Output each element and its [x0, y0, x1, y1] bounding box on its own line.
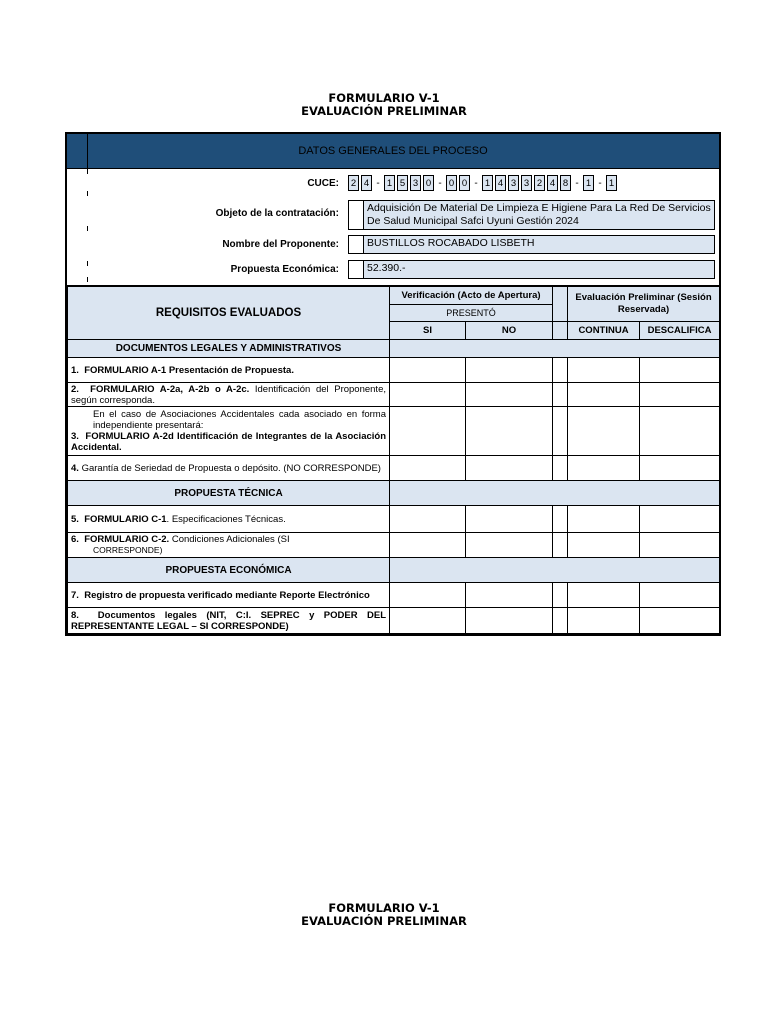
- propuesta-label: Propuesta Económica:: [230, 264, 339, 275]
- cuce-digit: 3: [521, 175, 532, 191]
- cuce-digit: 0: [459, 175, 470, 191]
- cuce-separator: -: [438, 177, 442, 189]
- requisitos-header: REQUISITOS EVALUADOS: [68, 287, 390, 340]
- section-legales: DOCUMENTOS LEGALES Y ADMINISTRATIVOS: [68, 340, 390, 358]
- item-number: 3.: [71, 431, 79, 442]
- cuce-separator: -: [598, 177, 602, 189]
- header-divider: [87, 134, 88, 168]
- spacer-cell: [553, 383, 568, 407]
- item-text: . Especificaciones Técnicas.: [166, 513, 286, 525]
- continua-cell[interactable]: [568, 358, 640, 383]
- margin-tick: [87, 226, 88, 231]
- si-cell[interactable]: [390, 456, 466, 481]
- descalifica-cell[interactable]: [640, 608, 720, 634]
- cuce-digit: 5: [397, 175, 408, 191]
- item-bold: FORMULARIO A-2a, A-2b o A-2c.: [90, 383, 250, 395]
- no-cell[interactable]: [466, 456, 553, 481]
- requirement-8: [68, 608, 390, 634]
- spacer-cell: [553, 506, 568, 533]
- cuce-separator: -: [376, 177, 380, 189]
- cuce-digit: 2: [348, 175, 359, 191]
- no-cell[interactable]: [466, 608, 553, 634]
- spacer-cell: [553, 608, 568, 634]
- no-cell[interactable]: [466, 533, 553, 558]
- presento-header: PRESENTÓ: [390, 305, 553, 322]
- item-number: 8.: [71, 609, 79, 621]
- continua-cell[interactable]: [568, 506, 640, 533]
- section-fill: [390, 481, 720, 506]
- margin-tick: [87, 277, 88, 282]
- cuce-digit: 1: [384, 175, 395, 191]
- form-title: [0, 92, 768, 118]
- descalifica-cell[interactable]: [640, 456, 720, 481]
- requirement-5: [68, 506, 390, 533]
- item-small-text: CORRESPONDE): [93, 545, 163, 555]
- proponente-label: Nombre del Proponente:: [222, 239, 339, 250]
- spacer-cell: [553, 287, 568, 322]
- cuce-digit: 3: [508, 175, 519, 191]
- descalifica-cell[interactable]: [640, 383, 720, 407]
- no-header: NO: [466, 322, 553, 340]
- item-bold: Registro de propuesta verificado mediante Reporte Electrónico: [84, 589, 370, 601]
- cuce-digit: 4: [547, 175, 558, 191]
- objeto-label: Objeto de la contratación:: [215, 208, 339, 219]
- no-cell[interactable]: [466, 358, 553, 383]
- descalifica-header: DESCALIFICA: [640, 322, 720, 340]
- item-bold: FORMULARIO C-1: [84, 513, 167, 525]
- si-cell[interactable]: [390, 383, 466, 407]
- cuce-label: CUCE:: [307, 178, 339, 189]
- si-cell[interactable]: [390, 506, 466, 533]
- spacer-cell: [553, 533, 568, 558]
- item-text: Garantía de Seriedad de Propuesta o depósito. (NO CORRESPONDE): [81, 462, 381, 474]
- continua-cell[interactable]: [568, 383, 640, 407]
- cuce-digit: 0: [446, 175, 457, 191]
- item-number: 4.: [71, 462, 79, 474]
- spacer-cell: [553, 583, 568, 608]
- continua-header: CONTINUA: [568, 322, 640, 340]
- form-title-line1: FORMULARIO V-1: [328, 91, 440, 105]
- descalifica-cell[interactable]: [640, 358, 720, 383]
- section-economica: PROPUESTA ECONÓMICA: [68, 558, 390, 583]
- spacer-cell: [553, 322, 568, 340]
- requirement-6: [68, 533, 390, 558]
- requirement-2: [68, 383, 390, 407]
- cuce-separator: -: [575, 177, 579, 189]
- requirement-1: [68, 358, 390, 383]
- item-bold: Documentos legales (NIT, C:I. SEPREC y PODER DEL REPRESENTANTE LEGAL – SI CORRESPONDE): [71, 609, 387, 632]
- item-number: 5.: [71, 513, 79, 525]
- proponente-field-prefix: [349, 236, 364, 253]
- requirement-3: [68, 407, 390, 456]
- cuce-digit: 4: [495, 175, 506, 191]
- item-number: 7.: [71, 589, 79, 601]
- continua-cell[interactable]: [568, 533, 640, 558]
- no-cell[interactable]: [466, 506, 553, 533]
- cuce-digit: 1: [606, 175, 617, 191]
- item-number: 1.: [71, 364, 79, 376]
- continua-cell[interactable]: [568, 608, 640, 634]
- item-text: Condiciones Adicionales (SI: [169, 534, 290, 545]
- descalifica-cell[interactable]: [640, 506, 720, 533]
- form-title-line2: EVALUACIÓN PRELIMINAR: [301, 104, 467, 118]
- descalifica-cell[interactable]: [640, 533, 720, 558]
- si-cell[interactable]: [390, 583, 466, 608]
- general-data-title: DATOS GENERALES DEL PROCESO: [298, 145, 488, 157]
- item-3-preamble: En el caso de Asociaciones Accidentales cada asociado en forma independiente presentará:: [93, 409, 386, 431]
- section-fill: [390, 340, 720, 358]
- spacer-cell: [553, 456, 568, 481]
- evaluacion-header: Evaluación Preliminar (Sesión Reservada): [568, 287, 720, 322]
- item-text: Identificación del Proponente, según corresponda.: [71, 383, 386, 406]
- margin-tick: [87, 191, 88, 196]
- propuesta-value: 52.390.-: [364, 261, 714, 278]
- cuce-digit: 8: [560, 175, 571, 191]
- general-data-header: [67, 134, 719, 169]
- propuesta-field-prefix: [349, 261, 364, 278]
- margin-tick: [87, 261, 88, 266]
- cuce-digit: 1: [583, 175, 594, 191]
- no-cell[interactable]: [466, 583, 553, 608]
- si-header: SI: [390, 322, 466, 340]
- footer-title-line1: FORMULARIO V-1: [328, 901, 440, 915]
- margin-tick: [87, 169, 88, 174]
- general-data-section: [67, 169, 719, 286]
- item-bold: FORMULARIO A-2d Identificación de Integrantes de la Asociación Accidental.: [71, 431, 387, 453]
- si-cell[interactable]: [390, 358, 466, 383]
- item-number: 6.: [71, 534, 79, 545]
- evaluation-form: [65, 132, 721, 636]
- item-bold: FORMULARIO A-1 Presentación de Propuesta.: [84, 364, 294, 376]
- cuce-digit: 0: [423, 175, 434, 191]
- si-cell[interactable]: [390, 407, 466, 456]
- objeto-value: Adquisición De Material De Limpieza E Higiene Para La Red De Servicios De Salud Municipal Safci Uyuni Gestión 2024: [364, 201, 714, 229]
- si-cell[interactable]: [390, 608, 466, 634]
- footer-title: [0, 902, 768, 928]
- continua-cell[interactable]: [568, 456, 640, 481]
- section-fill: [390, 558, 720, 583]
- requirement-7: [68, 583, 390, 608]
- footer-title-line2: EVALUACIÓN PRELIMINAR: [301, 914, 467, 928]
- cuce-separator: -: [474, 177, 478, 189]
- cuce-digit: 3: [410, 175, 421, 191]
- section-tecnica: PROPUESTA TÉCNICA: [68, 481, 390, 506]
- descalifica-cell[interactable]: [640, 583, 720, 608]
- continua-cell[interactable]: [568, 407, 640, 456]
- item-bold: FORMULARIO C-2.: [84, 534, 170, 545]
- cuce-digit: 4: [361, 175, 372, 191]
- verificacion-header: Verificación (Acto de Apertura): [390, 287, 553, 305]
- proponente-value: BUSTILLOS ROCABADO LISBETH: [364, 236, 714, 253]
- cuce-field: [348, 175, 617, 191]
- no-cell[interactable]: [466, 407, 553, 456]
- continua-cell[interactable]: [568, 583, 640, 608]
- requirement-4: [68, 456, 390, 481]
- si-cell[interactable]: [390, 533, 466, 558]
- propuesta-field: [348, 260, 715, 279]
- cuce-digit: 2: [534, 175, 545, 191]
- requirements-table: [67, 286, 720, 634]
- descalifica-cell[interactable]: [640, 407, 720, 456]
- objeto-field-prefix: [349, 201, 364, 229]
- no-cell[interactable]: [466, 383, 553, 407]
- cuce-digit: 1: [482, 175, 493, 191]
- objeto-field: [348, 200, 715, 230]
- spacer-cell: [553, 407, 568, 456]
- proponente-field: [348, 235, 715, 254]
- spacer-cell: [553, 358, 568, 383]
- item-number: 2.: [71, 383, 79, 395]
